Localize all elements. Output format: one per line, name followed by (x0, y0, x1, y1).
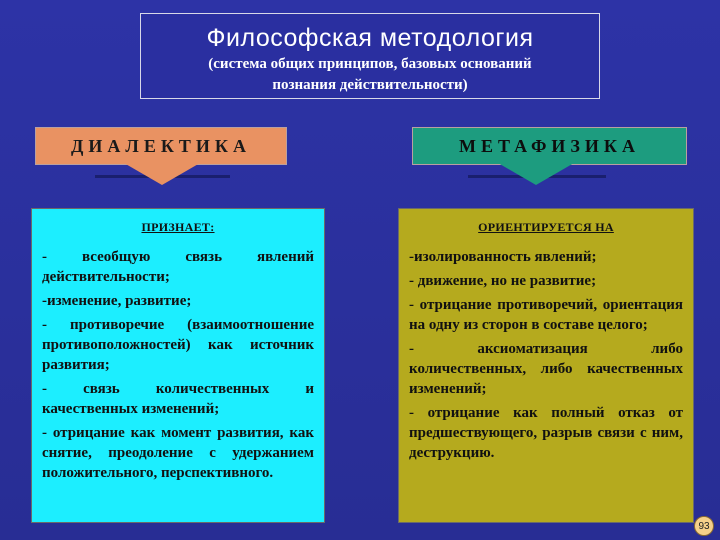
dialectics-item: - противоречие (взаимоотношение противоположностей) как источник развития; (42, 317, 314, 373)
dialectics-item: - отрицание как момент развития, как снятие, преодоление с удержанием положительного, перспективного. (42, 425, 314, 481)
dialectics-panel (31, 208, 325, 523)
metaphysics-label: МЕТАФИЗИКА (412, 127, 687, 165)
page-number-badge: 93 (694, 516, 714, 536)
right-down-arrow-icon (498, 163, 574, 185)
title-box (140, 13, 600, 99)
dialectics-item: -изменение, развитие; (42, 293, 192, 309)
metaphysics-item: -изолированность явлений; (409, 249, 597, 265)
dialectics-panel-heading: ПРИЗНАЕТ: (141, 220, 215, 234)
metaphysics-item: - движение, но не развитие; (409, 273, 597, 289)
metaphysics-panel-heading: ОРИЕНТИРУЕТСЯ НА (478, 220, 614, 234)
slide-title: Философская методология (206, 24, 534, 52)
slide-subtitle-line-2: познания действительности) (272, 77, 468, 93)
metaphysics-panel (398, 208, 694, 523)
slide-subtitle-line-1: (система общих принципов, базовых оснований (208, 56, 532, 72)
metaphysics-item: - аксиоматизация либо количественных, либо качественных изменений; (409, 341, 683, 397)
dialectics-item: - связь количественных и качественных изменений; (42, 381, 314, 417)
left-down-arrow-icon (124, 163, 200, 185)
metaphysics-item: - отрицание как полный отказ от предшествующего, разрыв связи с ним, деструкцию. (409, 405, 683, 461)
metaphysics-item: - отрицание противоречий, ориентация на одну из сторон в составе целого; (409, 297, 683, 333)
dialectics-item: - всеобщую связь явлений действительности; (42, 249, 314, 285)
dialectics-label: ДИАЛЕКТИКА (35, 127, 287, 165)
